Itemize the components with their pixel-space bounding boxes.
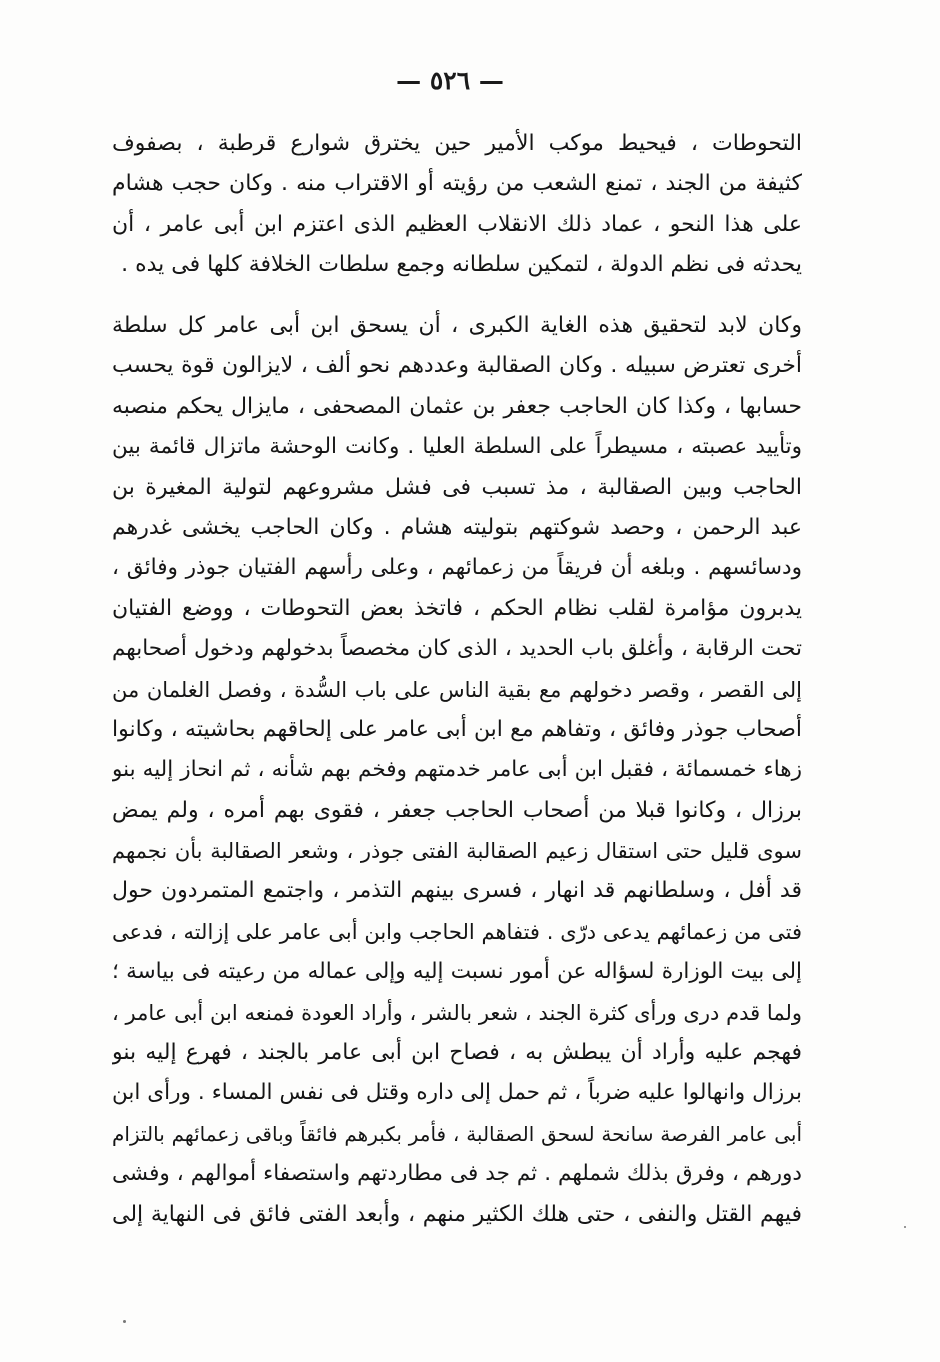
text-line: وتأييد عصبته ، مسيطراً على السلطة العليا . وكانت الوحشة ماتزال قائمة بين <box>112 434 802 460</box>
text-line: برزال ، وكانوا قبلا من أصحاب الحاجب جعفر ، فقوى بهم أمره ، ولم يمض <box>112 797 802 823</box>
text-line: التحوطات ، فيحيط موكب الأمير حين يخترق شوارع قرطبة ، بصفوف <box>112 131 802 156</box>
text-line: فتى من زعمائهم يدعى درّى . فتفاهم الحاجب وابن أبى عامر على إزالته ، فدعى <box>112 919 802 944</box>
text-line: قد أفل ، وسلطانهم قد انهار ، فسرى بينهم التذمر ، واجتمع المتمردون حول <box>112 878 802 904</box>
text-line: يحدثه فى نظم الدولة ، لتمكين سلطانه وجمع سلطات الخلافة كلها فى يده . <box>121 252 802 278</box>
text-line: إلى القصر ، وقصر دخولهم مع بقية الناس على باب السُّدة ، وفصل الغلمان من <box>112 677 802 702</box>
text-line: عبد الرحمن ، وحصد شوكتهم بتوليته هشام . وكان الحاجب يخشى غدرهم <box>112 514 802 540</box>
text-line: سوى قليل حتى استقال زعيم الصقالبة الفتى جوذر ، وشعر الصقالبة بأن نجمهم <box>112 839 802 864</box>
paragraph-1 <box>112 124 802 286</box>
text-line: إلى بيت الوزارة لسؤاله عن أمور نسبت إليه وإلى عماله من رعيته فى بياسة ؛ <box>112 959 802 985</box>
text-line: حسابها ، وكذا كان الحاجب جعفر بن عثمان المصحفى ، مايزال يحكم منصبه <box>112 393 802 419</box>
text-line: فيهم القتل والنفى ، حتى هلك الكثير منهم ، وأبعد الفتى فائق فى النهاية إلى <box>112 1201 802 1227</box>
text-line: يدبرون مؤامرة لقلب نظام الحكم ، فاتخذ بعض التحوطات ، ووضع الفتيان <box>112 595 802 621</box>
page-number: — ٥٢٦ — <box>396 66 504 95</box>
text-line: أخرى تعترض سبيله . وكان الصقالبة وعددهم نحو ألف ، لايزالون قوة يحسب <box>112 353 802 379</box>
text-line: أصحاب جوذر وفائق ، وتفاهم مع ابن أبى عامر على إلحاقهم بحاشيته ، وكانوا <box>112 716 802 742</box>
text-line: أبى عامر الفرصة سانحة لسحق الصقالبة ، فأمر بكبرهم فائقاً وباقى زعمائهم بالتزام <box>112 1121 802 1146</box>
text-line: تحت الرقابة ، وأغلق باب الحديد ، الذى كان مخصصاً بدخولهم ودخول أصحابهم <box>112 636 802 662</box>
text-line: الحاجب وبين الصقالبة ، مذ تسبب فى فشل مشروعهم لتولية المغيرة بن <box>112 474 802 500</box>
paragraph-2 <box>112 306 802 1235</box>
scan-speck <box>904 1226 906 1228</box>
text-line: كثيفة من الجند ، تمنع الشعب من رؤيته أو الاقتراب منه . وكان حجب هشام <box>112 171 802 197</box>
text-line: وكان لابد لتحقيق هذه الغاية الكبرى ، أن يسحق ابن أبى عامر كل سلطة <box>112 313 802 338</box>
text-line: برزال وانهالوا عليه ضرباً ، ثم حمل إلى داره وقتل فى نفس المساء . ورأى ابن <box>112 1080 802 1106</box>
text-line: ولما قدم درى ورأى كثرة الجند ، شعر بالشر ، وأراد العودة فمنعه ابن أبى عامر ، <box>112 1000 802 1025</box>
text-line: فهجم عليه وأراد أن يبطش به ، فصاح ابن أبى عامر بالجند ، فهرع إليه بنو <box>112 1040 802 1066</box>
text-line: على هذا النحو ، عماد ذلك الانقلاب العظيم الذى اعتزم ابن أبى عامر ، أن <box>112 211 802 237</box>
scan-speck <box>123 1320 126 1323</box>
text-line: ودسائسهم . وبلغه أن فريقاً من زعمائهم ، وعلى رأسهم الفتيان جوذر وفائق ، <box>112 555 802 581</box>
text-line: زهاء خمسمائة ، فقبل ابن أبى عامر خدمتهم وفخم بهم شأنه ، ثم انحاز إليه بنو <box>112 757 802 783</box>
text-line: دورهم ، وفرق بذلك شملهم . ثم جد فى مطاردتهم واستصفاء أموالهم ، وفشى <box>112 1161 802 1187</box>
